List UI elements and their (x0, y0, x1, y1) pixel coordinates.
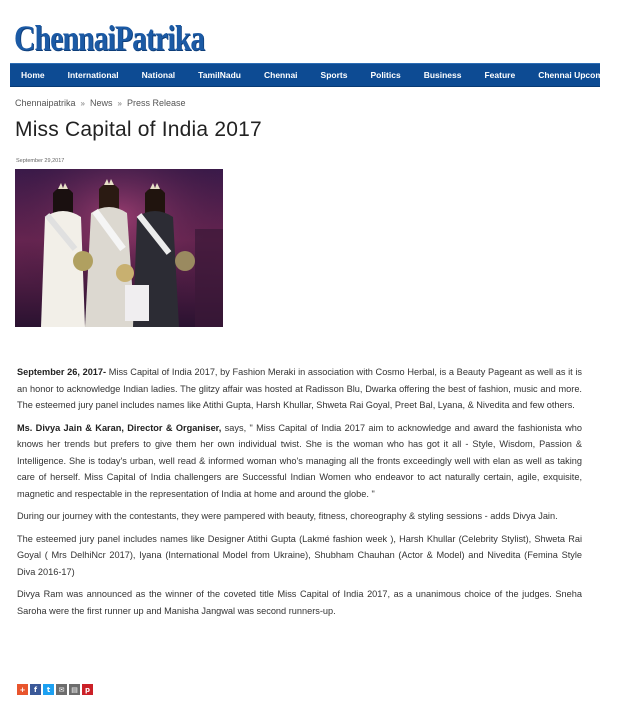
article-body (17, 364, 582, 625)
article-paragraph: The esteemed jury panel includes names like Designer Atithi Gupta (Lakmé fashion week ), Harsh Khullar (Celebrity Stylist), Shweta Rai Goyal ( Mrs DelhiNcr 2017), Iyana (International Model from Ukraine), Shubham Chauhan (Actor & Model) and Nivedita (Femina Style Diva 2016-17) (17, 533, 582, 577)
article-paragraph: Divya Ram was announced as the winner of the coveted title Miss Capital of India 2017, as a unanimous choice of the judges. Sneha Saroha were the first runner up and Manisha Jangwal was second runners-up. (17, 589, 582, 616)
article-title: Miss Capital of India 2017 (15, 118, 262, 141)
nav-tamilnadu[interactable]: TamilNadu (198, 70, 241, 80)
twitter-icon[interactable]: t (43, 684, 54, 695)
nav-chennai[interactable]: Chennai (264, 70, 298, 80)
breadcrumb (15, 98, 186, 108)
nav-business[interactable]: Business (423, 70, 462, 80)
main-navbar (10, 63, 620, 87)
breadcrumb-separator: » (80, 99, 85, 108)
breadcrumb-home-link[interactable]: Chennaipatrika (15, 98, 76, 108)
nav-national[interactable]: National (141, 70, 176, 80)
nav-feature[interactable]: Feature (484, 70, 516, 80)
nav-chennai-upcomings[interactable]: Chennai Upcomings (538, 70, 620, 80)
nav-international[interactable]: International (67, 70, 119, 80)
article-paragraph (17, 364, 582, 414)
article-paragraph: During our journey with the contestants, they were pampered with beauty, fitness, choreography & styling sessions - adds Divya Jain. (17, 511, 558, 521)
paragraph-text: Miss Capital of India 2017, by Fashion Meraki in association with Cosmo Herbal, is a Beauty Pageant as well as it is an honor to acknowledge Indian ladies. The glitzy affair was hosted at Radisson Blu, Dwarka offering the best of fashion, music and more. The esteemed jury panel includes names like Atithi Gupta, Harsh Khullar, Shweta Rai Goyal, Preet Bal, Lyana, & Nivedita and few others. (17, 367, 582, 410)
breadcrumb-press-release-link[interactable]: Press Release (126, 98, 186, 108)
nav-sports[interactable]: Sports (320, 70, 348, 80)
paragraph-lead: September 26, 2017- (17, 367, 107, 377)
breadcrumb-separator: » (117, 99, 122, 108)
share-bar (17, 684, 93, 695)
nav-politics[interactable]: Politics (370, 70, 401, 80)
nav-home[interactable]: Home (21, 70, 45, 80)
breadcrumb-news-link[interactable]: News (90, 98, 113, 108)
share-plus-icon[interactable]: + (17, 684, 28, 695)
site-logo[interactable]: ChennaiPatrika (14, 18, 205, 58)
paragraph-lead: Ms. Divya Jain & Karan, Director & Organiser, (17, 422, 222, 433)
pinterest-icon[interactable]: p (82, 684, 93, 695)
article-date: September 29,2017 (16, 158, 65, 164)
article-photo (15, 169, 223, 327)
email-icon[interactable]: ✉ (56, 684, 67, 695)
article-paragraph (17, 420, 582, 503)
print-icon[interactable]: ▤ (69, 684, 80, 695)
pageant-winners-image (15, 169, 223, 327)
paragraph-text: says, " Miss Capital of India 2017 aim to acknowledge and award the fashionista who knows her trends but prefers to give them her own individual twist. She is the woman who has got it all - Style, Wisdom, Passion & Intelligence. She is today's urban, well read & informed woman who's managing all the fronts exceedingly well with elan as well as taking care of herself. Miss Capital of India challengers are Successful Indian Women who endeavor to act naturally certain, agile, exquisite, magnetic and respectable in the representation of India at home and around the globe. " (17, 422, 582, 499)
facebook-icon[interactable]: f (30, 684, 41, 695)
